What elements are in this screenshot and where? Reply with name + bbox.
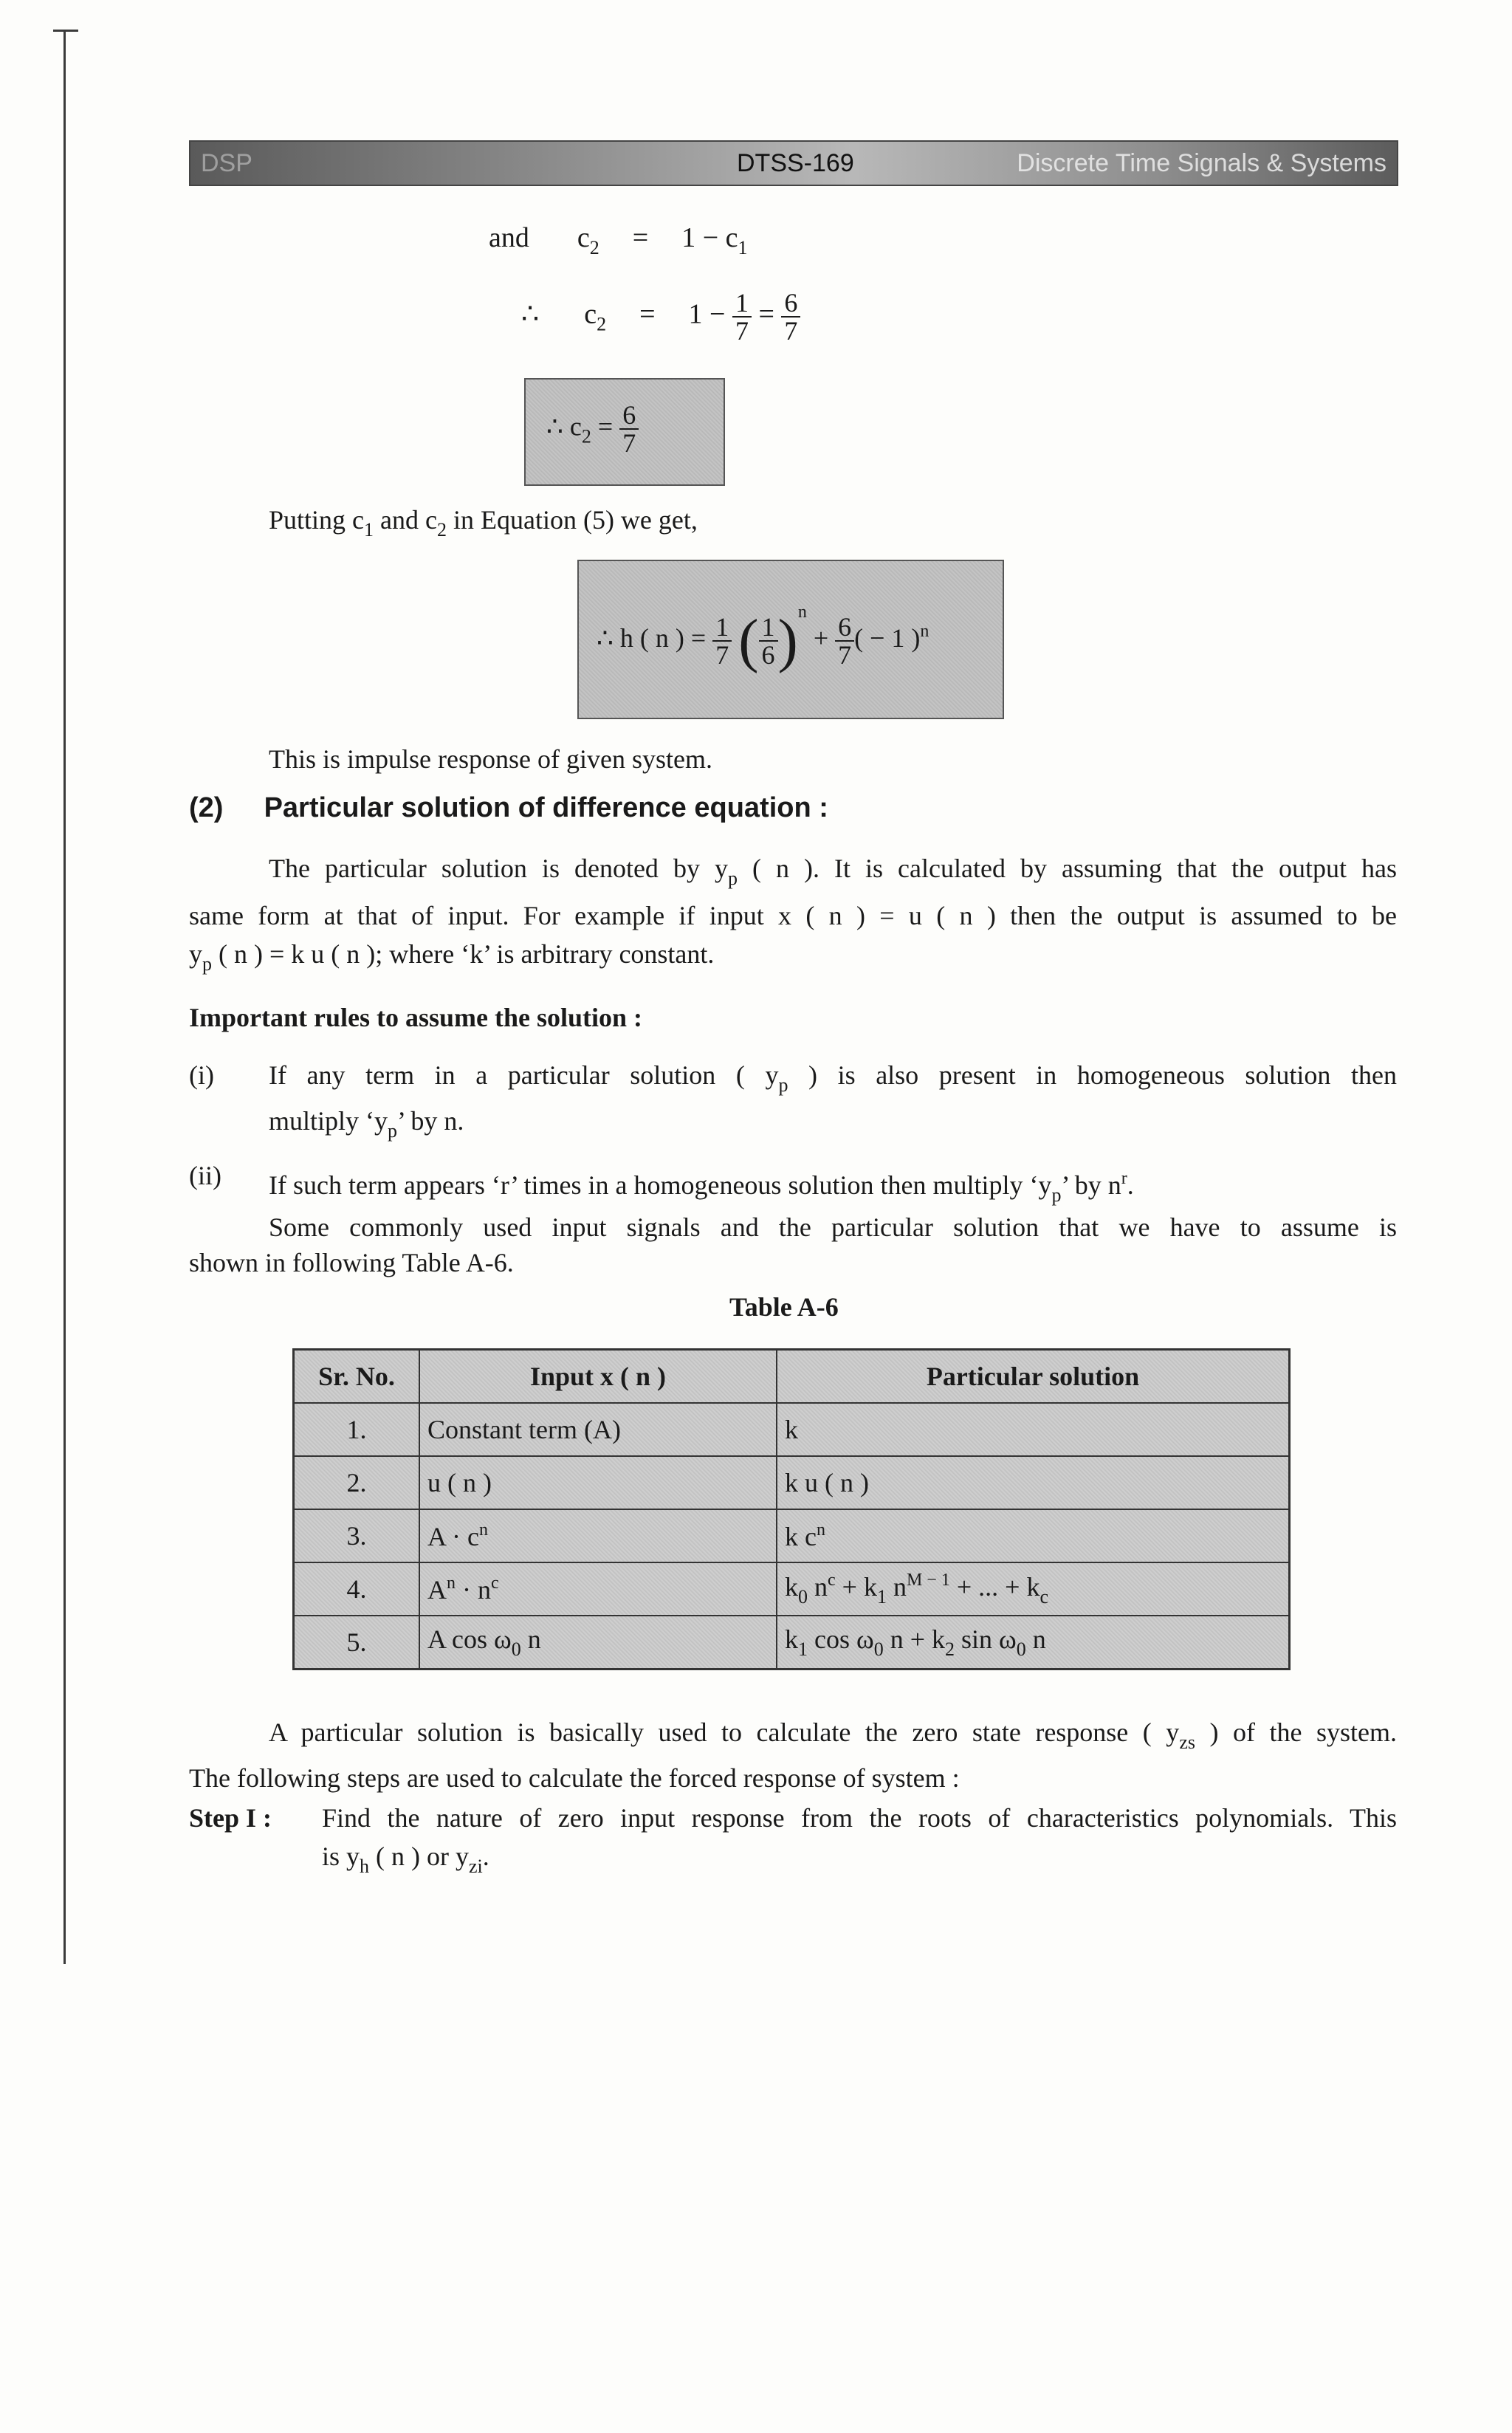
denominator: 7	[622, 428, 636, 458]
cell-input: u ( n )	[419, 1456, 777, 1509]
exponent: n	[920, 622, 929, 641]
subscript: 0	[1016, 1638, 1026, 1660]
table-row	[294, 1456, 1290, 1509]
paragraph-line: same form at that of input. For example if input x ( n ) = u ( n ) then the output is assumed to be	[189, 901, 1397, 930]
numerator: 1	[759, 614, 778, 642]
paren-left: (	[738, 606, 759, 674]
subscript: 2	[945, 1638, 955, 1660]
denominator: 6	[761, 639, 775, 670]
text-run: n	[808, 1571, 828, 1602]
text-run: ’ by n.	[397, 1106, 464, 1136]
subscript: 2	[436, 519, 447, 541]
subscript: 1	[876, 1585, 887, 1607]
text-run: ( n ) = k u ( n ); where ‘k’ is arbitrary constant.	[212, 939, 715, 969]
subscript: 0	[873, 1638, 884, 1660]
subscript: p	[778, 1074, 788, 1096]
eq-lhs: c	[577, 222, 590, 253]
superscript: n	[447, 1573, 456, 1593]
text-run: y	[189, 939, 202, 969]
text-run: n + k	[883, 1624, 945, 1654]
text-run: .	[1127, 1170, 1134, 1200]
eq-rhs-sub: 1	[738, 237, 748, 258]
subscript: c	[1040, 1585, 1048, 1607]
text-run: is y	[322, 1842, 360, 1871]
step-text	[322, 1837, 489, 1886]
rule-label: (i)	[189, 1060, 214, 1090]
table-row	[294, 1403, 1290, 1456]
cell-input	[419, 1509, 777, 1562]
text-run: k c	[785, 1521, 817, 1551]
fraction	[759, 611, 778, 670]
eq-lead: and	[489, 222, 529, 253]
denominator: 7	[735, 316, 749, 346]
subscript: zs	[1179, 1732, 1195, 1753]
subscript: p	[1051, 1184, 1062, 1206]
superscript: c	[491, 1573, 499, 1593]
table-row	[294, 1562, 1290, 1616]
exponent: n	[797, 603, 807, 622]
text-run: + k	[835, 1571, 877, 1602]
paren-right: )	[777, 606, 798, 674]
paragraph-line	[189, 935, 714, 984]
eq-sign: =	[632, 222, 649, 253]
eq-term: ( − 1 )	[854, 623, 921, 653]
text-run: k	[785, 1624, 798, 1654]
fraction	[619, 402, 639, 456]
text-run: Putting c	[269, 505, 365, 535]
eq-lhs: c	[584, 298, 597, 330]
text-run: The particular solution is denoted by y	[269, 854, 728, 883]
binding-mark	[53, 30, 78, 32]
eq-lhs-sub: 2	[589, 237, 599, 258]
fraction	[712, 611, 732, 670]
subscript: 0	[798, 1585, 808, 1607]
col-header-solution: Particular solution	[777, 1350, 1290, 1404]
cell-solution	[777, 1616, 1290, 1670]
rules-heading: Important rules to assume the solution :	[189, 1003, 643, 1032]
subscript: zi	[468, 1856, 483, 1877]
subscript: h	[360, 1856, 370, 1877]
denominator: 7	[715, 639, 729, 670]
impulse-response-text: This is impulse response of given system.	[269, 744, 712, 774]
cell-input	[419, 1562, 777, 1616]
section-number: (2)	[189, 792, 224, 823]
subscript: p	[202, 953, 212, 975]
col-header-input: Input x ( n )	[419, 1350, 777, 1404]
subscript: p	[727, 868, 738, 889]
table-row	[294, 1616, 1290, 1670]
fraction	[781, 289, 800, 344]
text-run: n	[886, 1571, 907, 1602]
paragraph-line: Some commonly used input signals and the particular solution that we have to assume is	[269, 1212, 1397, 1242]
cell-solution: k	[777, 1403, 1290, 1456]
text-run: ( n ) or y	[369, 1842, 469, 1871]
subscript: p	[388, 1120, 397, 1142]
text-run: If such term appears ‘r’ times in a homogeneous solution then multiply ‘y	[269, 1170, 1052, 1200]
text-run: n	[1025, 1624, 1046, 1654]
binding-line	[63, 30, 66, 1964]
rule-text	[269, 1102, 464, 1150]
text-run: and c	[374, 505, 437, 535]
plus-sign: +	[813, 623, 829, 653]
eq-lead: ∴ h ( n ) =	[597, 623, 707, 653]
text-run: n	[520, 1624, 541, 1654]
subscript: 1	[364, 519, 374, 541]
cell-sr: 1.	[294, 1403, 420, 1456]
table-header-row	[294, 1350, 1290, 1404]
cell-solution: k u ( n )	[777, 1456, 1290, 1509]
eq-term: 1 −	[688, 298, 726, 330]
eq-sign: =	[758, 298, 774, 330]
paragraph-line	[269, 1713, 1397, 1762]
text-run: in Equation (5) we get,	[446, 505, 698, 535]
eq-sign: =	[639, 298, 656, 330]
numerator: 6	[835, 614, 854, 642]
cell-sr: 4.	[294, 1562, 420, 1616]
eq-lead: ∴ c	[546, 411, 582, 442]
text-run: k	[785, 1571, 798, 1602]
boxed-equation	[546, 402, 639, 456]
boxed-equation	[597, 603, 929, 676]
text-run: A · c	[427, 1521, 479, 1551]
cell-input: Constant term (A)	[419, 1403, 777, 1456]
text-run: ) is also present in homogeneous solution then	[788, 1060, 1397, 1090]
denominator: 7	[784, 316, 798, 346]
fraction	[835, 611, 854, 670]
table-row	[294, 1509, 1290, 1562]
paragraph-line: The following steps are used to calculate the forced response of system :	[189, 1763, 960, 1793]
numerator: 6	[619, 402, 639, 430]
particular-solution-table	[292, 1348, 1291, 1670]
cell-input	[419, 1616, 777, 1670]
section-heading	[189, 789, 828, 827]
equation-c2-value	[521, 289, 800, 344]
superscript: M − 1	[906, 1570, 950, 1590]
denominator: 7	[838, 639, 852, 670]
numerator: 6	[781, 289, 800, 318]
cell-sr: 3.	[294, 1509, 420, 1562]
eq-rhs: 1 − c	[681, 222, 738, 253]
numerator: 1	[712, 614, 732, 642]
superscript: n	[816, 1520, 825, 1540]
text-run: + ... + k	[949, 1571, 1040, 1602]
paragraph-line: shown in following Table A-6.	[189, 1248, 514, 1277]
header-chapter: Discrete Time Signals & Systems	[1017, 149, 1386, 177]
rule-label: (ii)	[189, 1161, 221, 1190]
step-label: Step I :	[189, 1803, 272, 1833]
text-run: ) of the system.	[1195, 1717, 1397, 1747]
text-run: A	[427, 1574, 447, 1605]
rule-text	[269, 1159, 1134, 1215]
cell-solution	[777, 1562, 1290, 1616]
paragraph-line	[269, 849, 1397, 898]
col-header-sr: Sr. No.	[294, 1350, 420, 1404]
text-run: · n	[456, 1574, 491, 1605]
numerator: 1	[732, 289, 752, 318]
text-run: multiply ‘y	[269, 1106, 388, 1136]
cell-sr: 5.	[294, 1616, 420, 1670]
text-run: ( n ). It is calculated by assuming that the output has	[737, 854, 1397, 883]
table-title: Table A-6	[729, 1292, 839, 1322]
superscript: n	[478, 1520, 488, 1540]
fraction	[732, 289, 752, 344]
text-run: cos ω	[808, 1624, 874, 1654]
cell-sr: 2.	[294, 1456, 420, 1509]
eq-lhs-sub: 2	[597, 313, 607, 335]
header-book: DSP	[201, 149, 252, 177]
subscript: 1	[798, 1638, 808, 1660]
text-run: A cos ω	[427, 1624, 512, 1654]
text-run: sin ω	[955, 1624, 1017, 1654]
putting-text	[269, 501, 698, 549]
therefore-symbol: ∴	[521, 298, 540, 330]
superscript: c	[828, 1570, 836, 1590]
subscript: 0	[511, 1638, 521, 1660]
eq-sub: 2	[581, 425, 591, 447]
superscript: r	[1121, 1169, 1127, 1188]
rule-text	[269, 1056, 1397, 1105]
eq-sign: =	[597, 411, 614, 442]
text-run: .	[482, 1842, 489, 1871]
equation-c2	[489, 222, 747, 259]
cell-solution	[777, 1509, 1290, 1562]
text-run: If any term in a particular solution ( y	[269, 1060, 779, 1090]
result-box-c2	[524, 378, 725, 486]
page-header	[189, 140, 1398, 186]
text-run: ’ by n	[1061, 1170, 1121, 1200]
step-text: Find the nature of zero input response from the roots of characteristics polynomials. This	[322, 1803, 1397, 1833]
section-title: Particular solution of difference equation :	[264, 792, 828, 823]
text-run: A particular solution is basically used to calculate the zero state response ( y	[269, 1717, 1180, 1747]
header-page-number: DTSS-169	[737, 149, 854, 177]
result-box-h	[577, 560, 1004, 719]
